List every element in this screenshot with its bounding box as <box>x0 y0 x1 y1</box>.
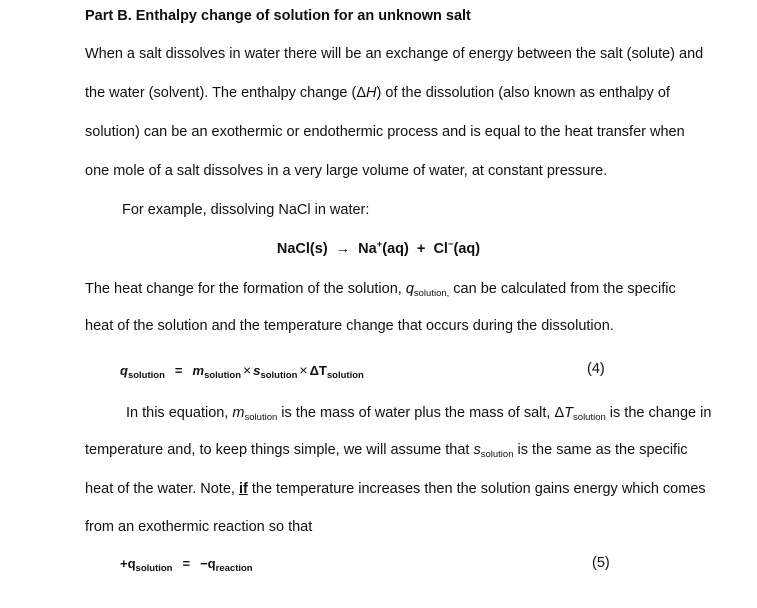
paragraph-3-line-1: In this equation, $m_{solution}$ is the mass of water plus the mass of salt, $\Delta T_{solution}$ is the change in <box>126 405 712 423</box>
paragraph-1-line-2: the water (solvent). The enthalpy change (ΔH) of the dissolution (also known as enthalpy of <box>85 85 670 101</box>
equation-5-number: (5) <box>592 555 610 571</box>
example-intro: For example, dissolving NaCl in water: <box>122 202 370 218</box>
paragraph-3-line-3: heat of the water. Note, if the temperature increases then the solution gains energy which comes <box>85 481 706 497</box>
paragraph-3-line-4: from an exothermic reaction so that <box>85 519 313 535</box>
reaction-equation: NaCl(s) → Na+(aq) + Cl−(aq) <box>276 239 481 257</box>
paragraph-3-line-2: temperature and, to keep things simple, we will assume that $s_{solution}$ is the same as the specific <box>85 442 688 460</box>
paragraph-1-line-1: When a salt dissolves in water there will be an exchange of energy between the salt (solute) and <box>85 46 704 62</box>
equation-5: $+q_{solution} = -q_{reaction}$ <box>120 556 253 574</box>
paragraph-2-line-2: heat of the solution and the temperature change that occurs during the dissolution. <box>85 318 614 334</box>
paragraph-1-line-4: one mole of a salt dissolves in a very large volume of water, at constant pressure. <box>85 163 608 179</box>
section-heading: Part B. Enthalpy change of solution for an unknown salt <box>85 8 471 24</box>
equation-4-number: (4) <box>587 361 605 377</box>
equation-4: $q_{solution} = m_{solution} \times s_{solution} \times \Delta T_{solution}$ <box>120 362 364 381</box>
paragraph-1-line-3: solution) can be an exothermic or endothermic process and is equal to the heat transfer when <box>85 124 685 140</box>
paragraph-2-line-1: The heat change for the formation of the solution, $q_{solution,}$ can be calculated from the specific <box>85 281 676 299</box>
